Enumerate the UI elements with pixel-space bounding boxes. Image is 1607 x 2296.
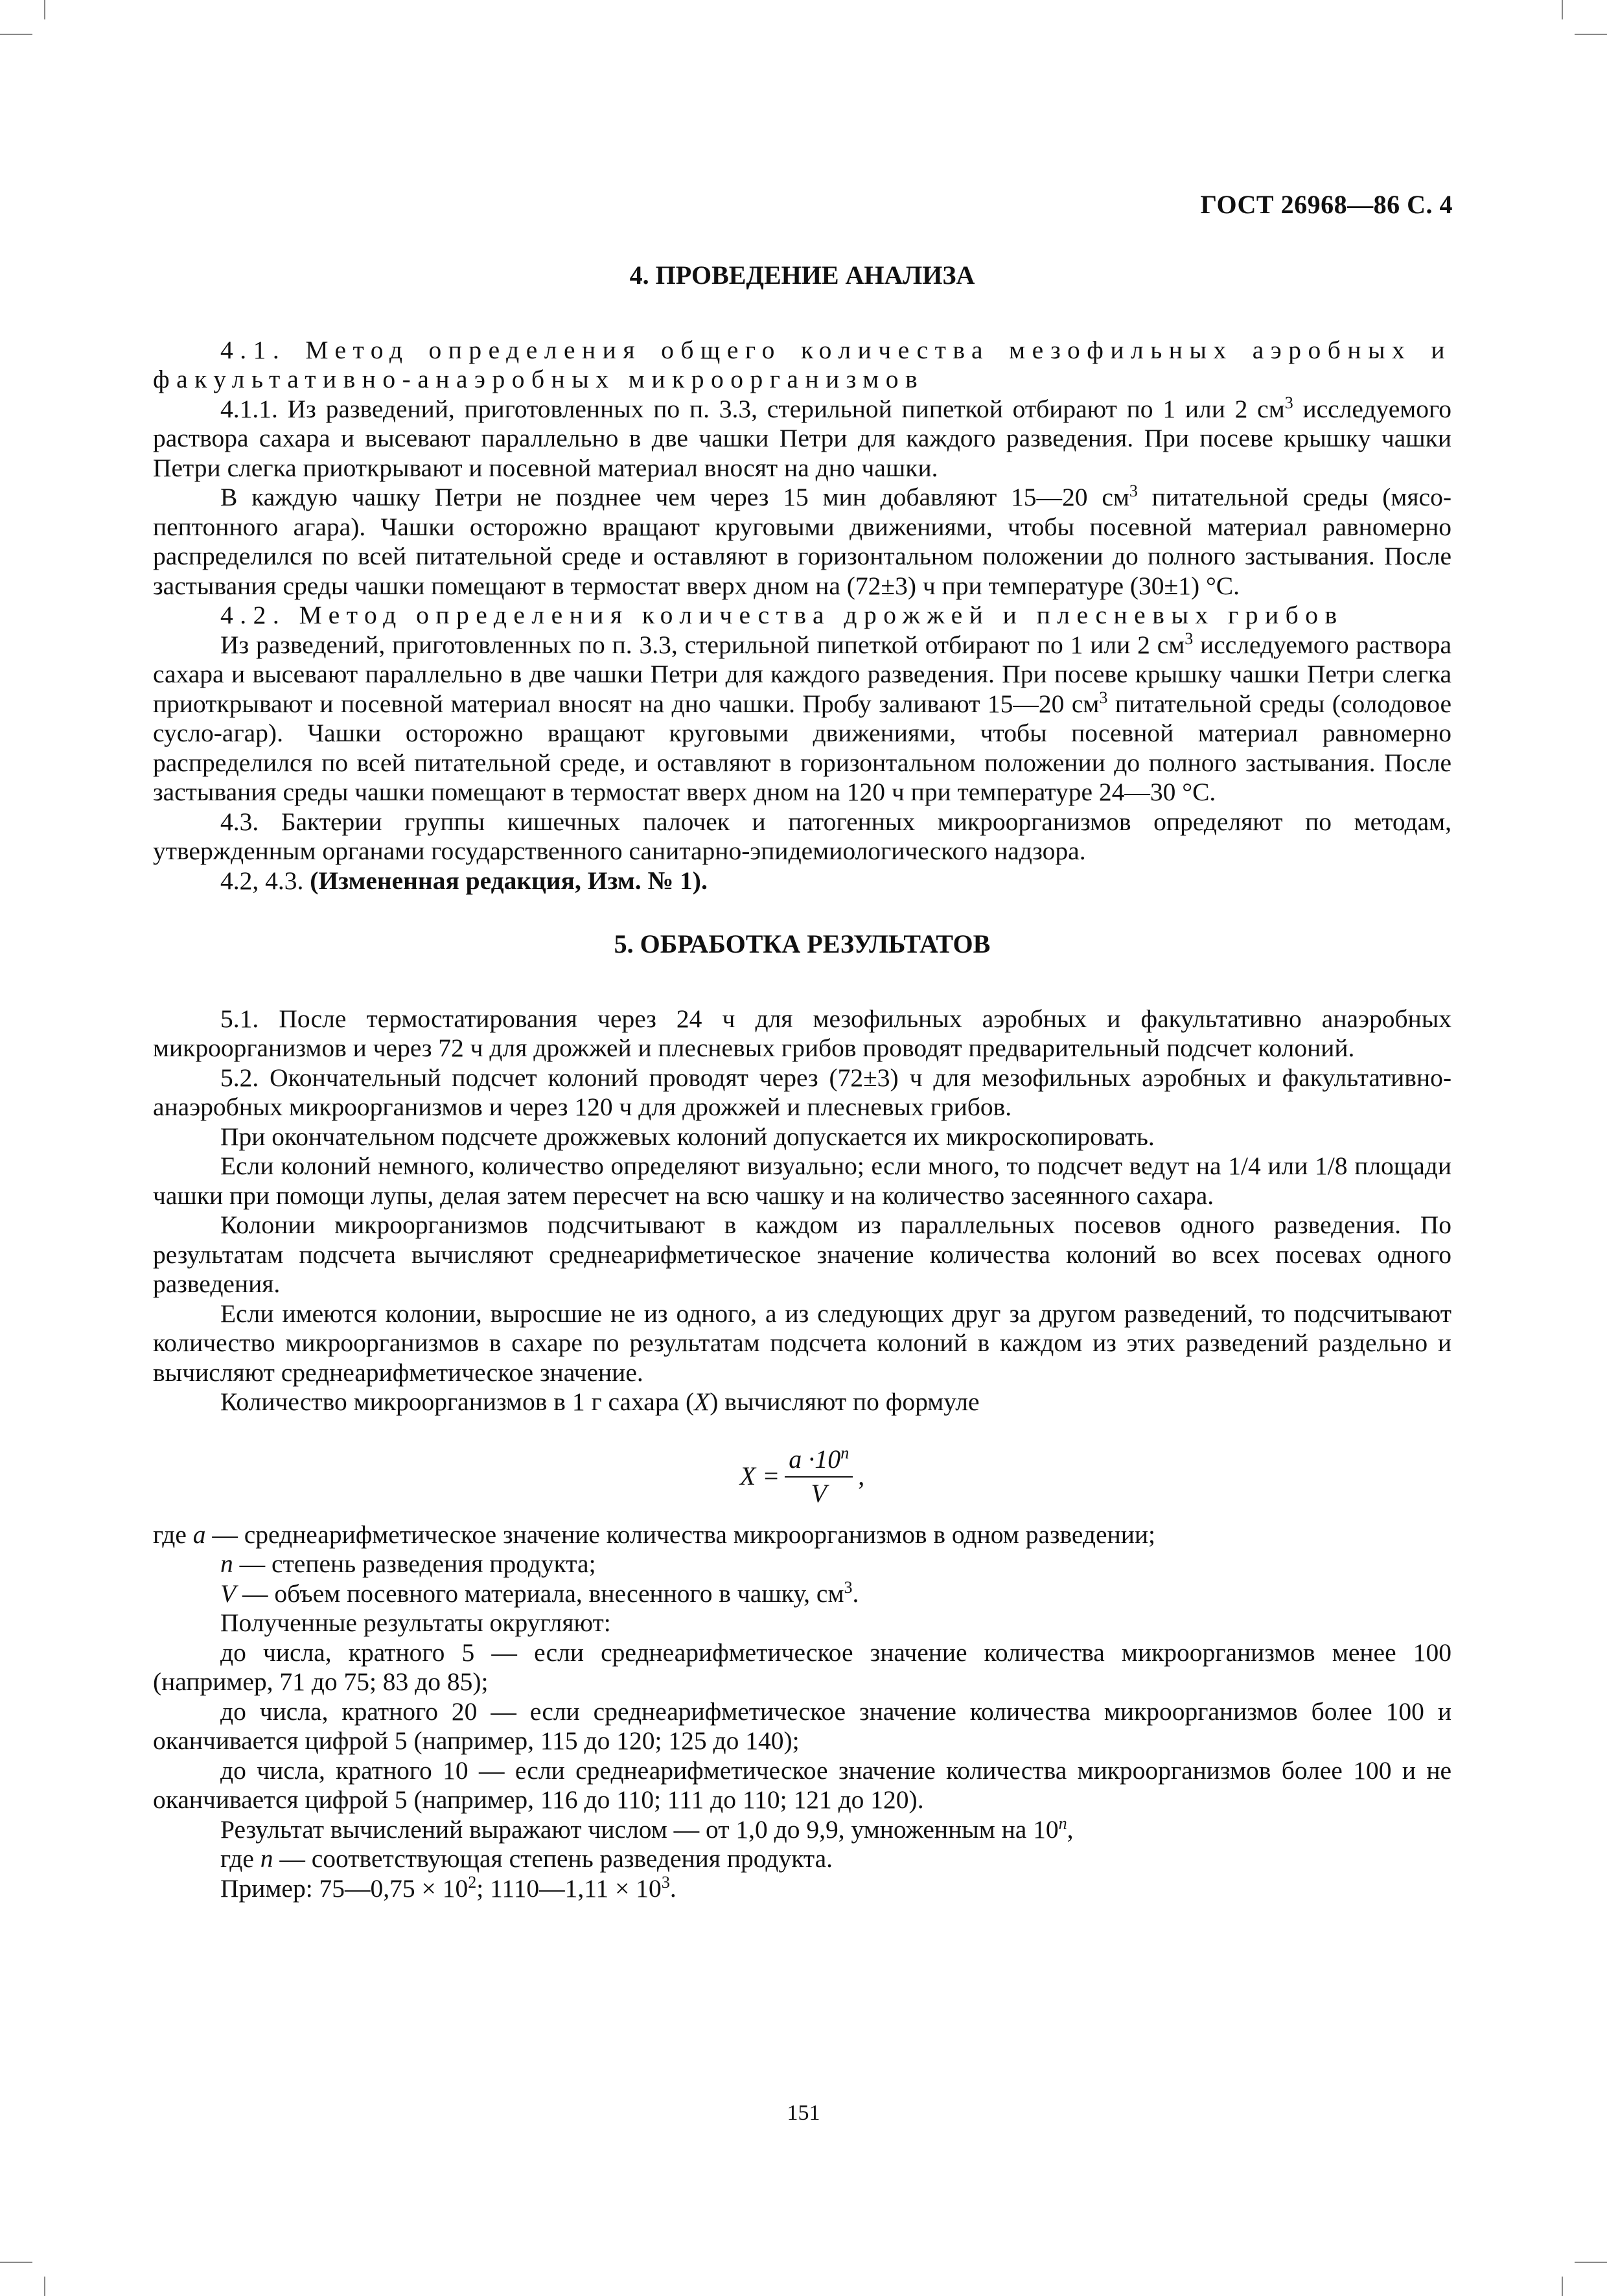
rounding-intro: Полученные результаты округляют: — [220, 1608, 611, 1637]
crop-mark-top-right-v — [1562, 0, 1563, 19]
section-5-title: 5. ОБРАБОТКА РЕЗУЛЬТАТОВ — [614, 929, 991, 958]
superscript-3: 3 — [844, 1577, 853, 1597]
rounding-rule-10: до числа, кратного 10 — если среднеарифметическое значение количества микроорганизмов более 100 и не оканчивается цифрой 5 (например, 116 до 110; 111 до 110; 121 до 120). — [153, 1756, 1451, 1814]
paragraph-yeast-method-b: исследуемого раствора сахара и высевают параллельно в две чашки Петри для каждого разведения. При посеве крышку чашки Петри слегка приоткрывают и посевной материал вносят на дно чашки. Пробу заливают 15—20 см — [153, 630, 1451, 718]
result-expression — [153, 1815, 1451, 1845]
formula — [153, 1444, 1451, 1509]
result-where-n — [153, 1844, 1451, 1874]
where-v-var: V — [220, 1579, 237, 1608]
crop-mark-bottom-right-v — [1562, 2277, 1563, 2296]
result-where-prefix: где — [220, 1844, 260, 1873]
paragraph-microscopy: При окончательном подсчете дрожжевых колоний допускается их микроскопировать. — [220, 1122, 1155, 1151]
example-b: ; 1110—1,11 × 10 — [476, 1873, 662, 1903]
where-n — [153, 1549, 1451, 1579]
result-expression-b: , — [1067, 1815, 1074, 1844]
example-exp-1: 2 — [468, 1872, 477, 1892]
clause-4-2-heading: 4.2. Метод определения количества дрожжей и плесневых грибов — [220, 601, 1344, 629]
clause-4-1-1 — [153, 395, 1451, 483]
example-exp-2: 3 — [661, 1872, 670, 1892]
rounding-rule-20: до числа, кратного 20 — если среднеарифметическое значение количества микроорганизмов более 100 и оканчивается цифрой 5 (например, 115 до 120; 125 до 140); — [153, 1697, 1451, 1755]
where-a — [153, 1520, 1451, 1550]
paragraph-parallel-counts: Колонии микроорганизмов подсчитывают в каждом из параллельных посевов одного разведения. По результатам подсчета вычисляют среднеарифметическое значение количества колоний во всех посевах одного разведения. — [153, 1211, 1451, 1298]
result-where-text: — соответствующая степень разведения продукта. — [273, 1844, 833, 1873]
result-expression-n: n — [1058, 1813, 1067, 1833]
where-n-text: — степень разведения продукта; — [233, 1549, 596, 1578]
paragraph-petri-medium-a: В каждую чашку Петри не позднее чем через 15 мин добавляют 15—20 см — [220, 483, 1129, 511]
formula-fraction — [785, 1444, 853, 1509]
clause-5-1: 5.1. После термостатирования через 24 ч для мезофильных аэробных и факультативно анаэробных микроорганизмов и через 72 ч для дрожжей и плесневых грибов проводят предварительный подсчет колоний. — [153, 1004, 1451, 1062]
page-number: 151 — [787, 2101, 820, 2125]
crop-mark-bottom-right-h — [1575, 2262, 1607, 2263]
where-a-text: — среднеарифметическое значение количества микроорганизмов в одном разведении; — [205, 1520, 1155, 1549]
example — [153, 1874, 1451, 1904]
formula-denominator: V — [811, 1479, 827, 1508]
clause-4-1-heading: 4.1. Метод определения общего количества мезофильных аэробных и факультативно-анаэробных микроорганизмов — [153, 335, 1451, 393]
crop-mark-bottom-left-h — [0, 2262, 32, 2263]
paragraph-yeast-method — [153, 631, 1451, 807]
paragraph-yeast-method-c: питательной среды (солодовое сусло-агар). Чашки осторожно вращают круговыми движениями, чтобы посевной материал равномерно распределился по всей питательной среде, и оставляют в горизонтальном положении до полного застывания. После застывания среды чашки помещают в термостат вверх дном на 120 ч при температуре 24—30 °С. — [153, 689, 1451, 806]
example-c: . — [669, 1873, 676, 1903]
clause-4-1-1-text-a: 4.1.1. Из разведений, приготовленных по п. 3.3, стерильной пипеткой отбирают по 1 или 2 см — [220, 394, 1285, 423]
superscript-3: 3 — [1099, 688, 1108, 707]
amendment-note-ref: 4.2, 4.3. — [220, 866, 310, 895]
formula-numerator — [785, 1444, 853, 1478]
paragraph-petri-medium — [153, 483, 1451, 601]
crop-mark-top-right-h — [1575, 34, 1607, 35]
where-v — [153, 1579, 1451, 1609]
superscript-3: 3 — [1129, 481, 1138, 500]
formula-comma: , — [858, 1461, 865, 1491]
clause-4-3: 4.3. Бактерии группы кишечных палочек и патогенных микроорганизмов определяют по методам, утвержденным органами государственного санитарно-эпидемиологического надзора. — [153, 807, 1451, 865]
paragraph-successive-dilutions: Если имеются колонии, выросшие не из одного, а из следующих друг за другом разведений, то подсчитывают количество микроорганизмов в сахаре по результатам подсчета колоний в каждом из этих разведений раздельно и вычисляют среднеарифметическое значение. — [153, 1299, 1451, 1387]
crop-mark-top-left-v — [44, 0, 45, 19]
formula-intro-x: X — [694, 1387, 710, 1416]
paragraph-formula-intro — [153, 1387, 1451, 1417]
amendment-note — [153, 866, 1451, 896]
page-body — [153, 261, 1451, 1903]
where-a-var: a — [192, 1520, 206, 1549]
superscript-3: 3 — [1185, 629, 1194, 648]
rounding-rule-5: до числа, кратного 5 — если среднеарифметическое значение количества микроорганизмов менее 100 (например, 71 до 75; 83 до 85); — [153, 1638, 1451, 1696]
formula-lhs: X = — [739, 1461, 780, 1491]
superscript-3: 3 — [1284, 393, 1293, 412]
paragraph-yeast-method-a: Из разведений, приготовленных по п. 3.3, стерильной пипеткой отбирают по 1 или 2 см — [220, 630, 1185, 659]
clause-4-1-1-text-b: исследуемого раствора сахара и высевают параллельно в две чашки Петри для каждого разведения. При посеве крышку чашки Петри слегка приоткрывают и посевной материал вносят на дно чашки. — [153, 394, 1452, 482]
paragraph-few-colonies: Если колоний немного, количество определяют визуально; если много, то подсчет ведут на 1/4 или 1/8 площади чашки при помощи лупы, делая затем пересчет на всю чашку и на количество засеянного сахара. — [153, 1152, 1451, 1210]
paragraph-petri-medium-b: питательной среды (мясо-пептонного агара). Чашки осторожно вращают круговыми движениями, чтобы посевной материал равномерно распределился по всей питательной среде и оставляют в горизонтальном положении до полного застывания. После застывания среды чашки помещают в термостат вверх дном на (72±3) ч при температуре (30±1) °С. — [153, 483, 1451, 600]
formula-exponent: n — [840, 1443, 850, 1463]
crop-mark-bottom-left-v — [44, 2277, 45, 2296]
example-a: Пример: 75—0,75 × 10 — [220, 1873, 468, 1903]
formula-intro-b: ) вычисляют по формуле — [710, 1387, 980, 1416]
formula-intro-a: Количество микроорганизмов в 1 г сахара ( — [220, 1387, 695, 1416]
where-n-var: n — [220, 1549, 233, 1578]
amendment-note-bold: (Измененная редакция, Изм. № 1). — [310, 866, 708, 895]
document-reference-header: ГОСТ 26968—86 С. 4 — [1200, 190, 1453, 219]
crop-mark-top-left-h — [0, 34, 32, 35]
formula-numerator-base: a ·10 — [789, 1444, 841, 1474]
result-where-var: n — [260, 1844, 273, 1873]
clause-5-2: 5.2. Окончательный подсчет колоний проводят через (72±3) ч для мезофильных аэробных и факультативно-анаэробных микроорганизмов и через 120 ч для дрожжей и плесневых грибов. — [153, 1063, 1451, 1121]
section-4-title: 4. ПРОВЕДЕНИЕ АНАЛИЗА — [629, 261, 975, 290]
where-v-text: — объем посевного материала, внесенного в чашку, см — [236, 1579, 844, 1608]
where-a-prefix: где — [153, 1520, 193, 1549]
where-v-end: . — [852, 1579, 859, 1608]
result-expression-a: Результат вычислений выражают числом — от 1,0 до 9,9, умноженным на 10 — [220, 1815, 1059, 1844]
